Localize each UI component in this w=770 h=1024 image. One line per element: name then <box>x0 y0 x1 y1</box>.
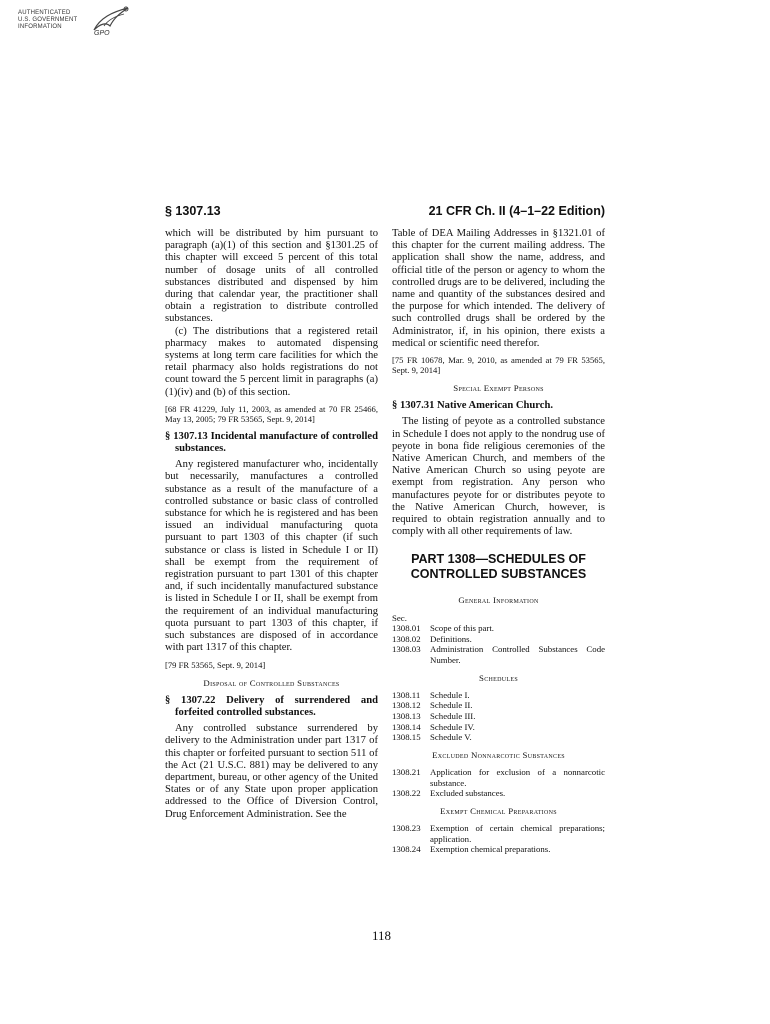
toc-entry <box>392 644 605 665</box>
toc-number: 1308.13 <box>392 711 421 722</box>
running-header <box>165 204 605 222</box>
toc-title: Schedule I. <box>430 689 470 700</box>
toc-entry <box>392 711 605 722</box>
toc-title: Schedule II. <box>430 700 473 711</box>
toc-title: Scope of this part. <box>430 623 495 634</box>
toc-group-heading <box>392 805 605 817</box>
table-of-contents <box>392 690 605 743</box>
toc-number: 1308.11 <box>392 689 421 700</box>
toc-title: Exemption of certain chemical preparations; application. <box>430 823 605 844</box>
toc-title: Schedule IV. <box>430 721 475 732</box>
toc-entry <box>392 767 605 788</box>
paragraph: (c) The distributions that a registered retail pharmacy makes to automated dispensing systems at long term care facilities for which the retail pharmacy also holds registrations do not count toward the 5 percent limit in paragraphs (a)(1)(iv) and (b) of this section. <box>165 325 378 398</box>
toc-number: 1308.22 <box>392 788 421 799</box>
toc-entry <box>392 623 605 634</box>
toc-sec-label: Sec. <box>392 612 407 623</box>
subpart-heading-text: Disposal of Controlled Substances <box>203 677 340 688</box>
paragraph: Table of DEA Mailing Addresses in §1321.01 of this chapter for the current mailing address. The application shall show the name, address, and official title of the person or agency to whom the controlled drugs are to be delivered, including the name and quantity of the substances desired and the purpose for which intended. The delivery of such controlled drugs shall be ordered by the Administrator, if, in his opinion, there exists a medical or scientific need therefor. <box>392 228 605 349</box>
seal-line: AUTHENTICATED <box>18 10 71 16</box>
page-number: 118 <box>372 928 392 943</box>
toc-number: 1308.03 <box>392 644 421 655</box>
toc-number: 1308.14 <box>392 721 421 732</box>
toc-group-heading <box>392 672 605 684</box>
toc-entry <box>392 823 605 844</box>
seal-line: INFORMATION <box>18 24 62 30</box>
paragraph: Any registered manufacturer who, incidentally but necessarily, manufactures a controlled substance as a result of the manufacture of a controlled substance or basic class of controlled substance for which he is registered and has been issued an individual manufacturing quota pursuant to part 1303 of this chapter (if such substance or class is listed in Schedule I or II) shall be exempt from the requirement of registration pursuant to part 1301 of this chapter and, if such incidentally manufactured substance is listed in Schedule I or II, shall be exempt from the requirement of an individual manufacturing quota pursuant to part 1303 of this chapter, if such substances are disposed of in accordance with part 1317 of this chapter. <box>165 459 378 654</box>
table-of-contents <box>392 823 605 855</box>
toc-number: 1308.15 <box>392 732 421 743</box>
toc-title: Schedule V. <box>430 732 472 743</box>
toc-entry <box>392 634 605 645</box>
toc-number: 1308.23 <box>392 823 421 833</box>
toc-title: Exemption chemical preparations. <box>430 844 551 855</box>
toc-group-heading-text: Schedules <box>479 672 518 683</box>
toc-entry <box>392 844 605 855</box>
section-heading: § 1307.31 Native American Church. <box>392 400 554 412</box>
toc-entry <box>392 690 605 701</box>
part-title-line: PART 1308—SCHEDULES OF <box>411 552 586 567</box>
toc-number: 1308.24 <box>392 844 421 855</box>
seal-text <box>18 10 98 31</box>
seal-line: U.S. GOVERNMENT <box>18 17 78 23</box>
citation: [68 FR 41229, July 11, 2003, as amended at 70 FR 25466, May 13, 2005; 79 FR 53565, Sept. 9, 2014] <box>165 403 378 424</box>
toc-number: 1308.01 <box>392 623 421 634</box>
right-column <box>392 228 605 855</box>
gpo-authentication-seal <box>18 4 148 44</box>
paragraph: Any controlled substance surrendered by delivery to the Administration under part 1317 of this chapter or forfeited pursuant to section 511 of the Act (21 U.S.C. 881) may be delivered to any department, bureau, or other agency of the United States or of any State upon proper application addressed to the Office of Diversion Control, Drug Enforcement Administration. See the <box>165 723 378 820</box>
toc-group-heading <box>392 749 605 761</box>
citation: [75 FR 10678, Mar. 9, 2010, as amended at 79 FR 53565, Sept. 9, 2014] <box>392 355 605 376</box>
toc-entry <box>392 732 605 743</box>
toc-group-heading-text: General Information <box>458 595 539 606</box>
toc-title: Excluded substances. <box>430 788 506 799</box>
subpart-heading <box>165 677 378 689</box>
citation: [79 FR 53565, Sept. 9, 2014] <box>165 659 266 670</box>
subpart-heading <box>392 382 605 394</box>
section-heading: § 1307.22 Delivery of surrendered and forfeited controlled substances. <box>165 694 378 718</box>
left-column <box>165 228 378 821</box>
toc-group-heading <box>392 594 605 606</box>
seal-gpo-text: GPO <box>94 30 110 37</box>
toc-title: Definitions. <box>430 633 472 644</box>
toc-number: 1308.21 <box>392 767 421 778</box>
toc-group-heading-text: Exempt Chemical Preparations <box>440 805 557 816</box>
toc-title: Schedule III. <box>430 711 476 722</box>
toc-entry <box>392 700 605 711</box>
header-edition: 21 CFR Ch. II (4–1–22 Edition) <box>428 204 605 218</box>
toc-title: Application for exclusion of a nonnarcotic substance. <box>430 767 605 788</box>
toc-title: Administration Controlled Substances Code Number. <box>430 644 605 666</box>
toc-entry <box>392 788 605 799</box>
paragraph: which will be distributed by him pursuant to paragraph (a)(1) of this section and §1301.25 of this chapter will exceed 5 percent of this total number of dosage units of all controlled substances distributed and dispensed by him during that calendar year, the practitioner shall obtain a registration to distribute controlled substances. <box>165 228 378 325</box>
part-title-line: CONTROLLED SUBSTANCES <box>410 567 587 582</box>
section-heading: § 1307.13 Incidental manufacture of controlled substances. <box>165 430 378 455</box>
toc-number: 1308.12 <box>392 700 421 711</box>
table-of-contents <box>392 613 605 666</box>
paragraph: The listing of peyote as a controlled substance in Schedule I does not apply to the nondrug use of peyote in bona fide religious ceremonies of the Native American Church, and members of the Native American Church so using peyote are exempt from registration. Any person who manufactures peyote for or distributes peyote to the Native American Church, however, is required to obtain registration annually and to comply with all other requirements of law. <box>392 416 606 538</box>
toc-entry <box>392 722 605 733</box>
subpart-heading-text: Special Exempt Persons <box>453 383 544 394</box>
toc-group-heading-text: Excluded Nonnarcotic Substances <box>432 749 565 760</box>
part-title <box>392 552 605 582</box>
header-section-number: § 1307.13 <box>165 204 221 218</box>
toc-number: 1308.02 <box>392 633 421 644</box>
table-of-contents <box>392 767 605 799</box>
